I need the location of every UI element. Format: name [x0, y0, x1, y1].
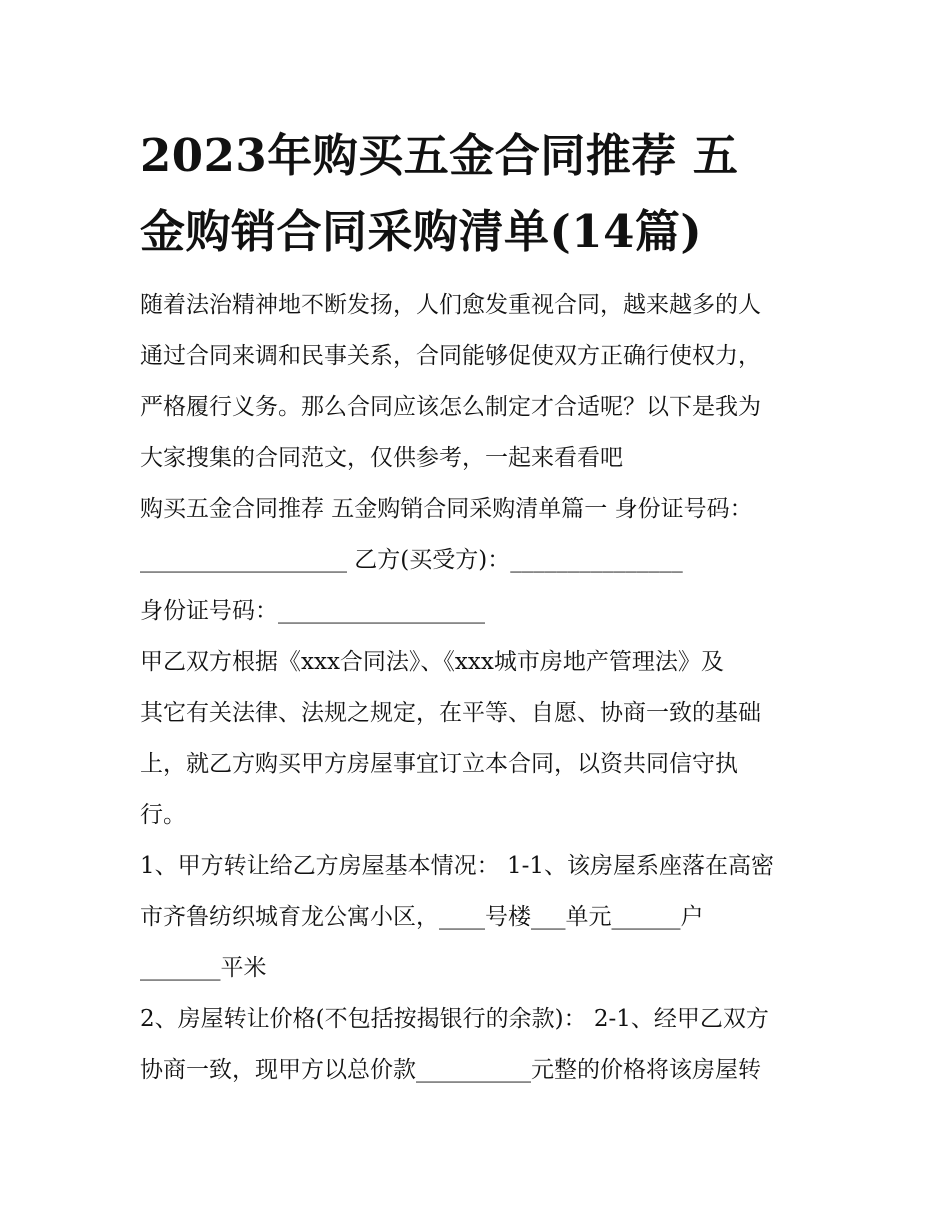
- text-line: 2、房屋转让价格(不包括按揭银行的余款)： 2-1、经甲乙双方: [140, 1006, 769, 1032]
- text-line: 甲乙双方根据《xxx合同法》、《xxx城市房地产管理法》及: [140, 649, 724, 675]
- text-line: 大家搜集的合同范文，仅供参考，一起来看看吧: [140, 445, 623, 471]
- document-title: [140, 118, 820, 270]
- text-line: 行。: [140, 802, 186, 828]
- intro-paragraph: [140, 280, 820, 484]
- clause-2-paragraph: [140, 994, 820, 1096]
- text-line: 身份证号码：__________________: [140, 598, 485, 624]
- text-line: __________________ 乙方(买受方)：_______________: [140, 547, 683, 573]
- id-number-paragraph: [140, 586, 820, 637]
- document-page: [140, 118, 820, 1096]
- text-line: 通过合同来调和民事关系，合同能够促使双方正确行使权力，: [140, 343, 761, 369]
- text-line: 市齐鲁纺织城育龙公寓小区，____号楼___单元______户: [140, 904, 704, 930]
- contract-heading-paragraph: [140, 484, 820, 586]
- text-line: 随着法治精神地不断发扬，人们愈发重视合同，越来越多的人: [140, 292, 761, 318]
- title-line: 2023年购买五金合同推荐 五: [140, 129, 739, 182]
- text-line: 协商一致，现甲方以总价款__________元整的价格将该房屋转: [140, 1057, 761, 1083]
- clause-1-paragraph: [140, 841, 820, 994]
- title-line: 金购销合同采购清单(14篇): [140, 205, 703, 258]
- text-line: 其它有关法律、法规之规定，在平等、自愿、协商一致的基础: [140, 700, 761, 726]
- text-line: 购买五金合同推荐 五金购销合同采购清单篇一 身份证号码：: [140, 496, 753, 522]
- text-line: 严格履行义务。那么合同应该怎么制定才合适呢？以下是我为: [140, 394, 761, 420]
- text-line: 1、甲方转让给乙方房屋基本情况： 1-1、该房屋系座落在高密: [140, 853, 774, 879]
- text-line: 上，就乙方购买甲方房屋事宜订立本合同，以资共同信守执: [140, 751, 738, 777]
- legal-basis-paragraph: [140, 637, 820, 841]
- text-line: _______平米: [140, 955, 267, 981]
